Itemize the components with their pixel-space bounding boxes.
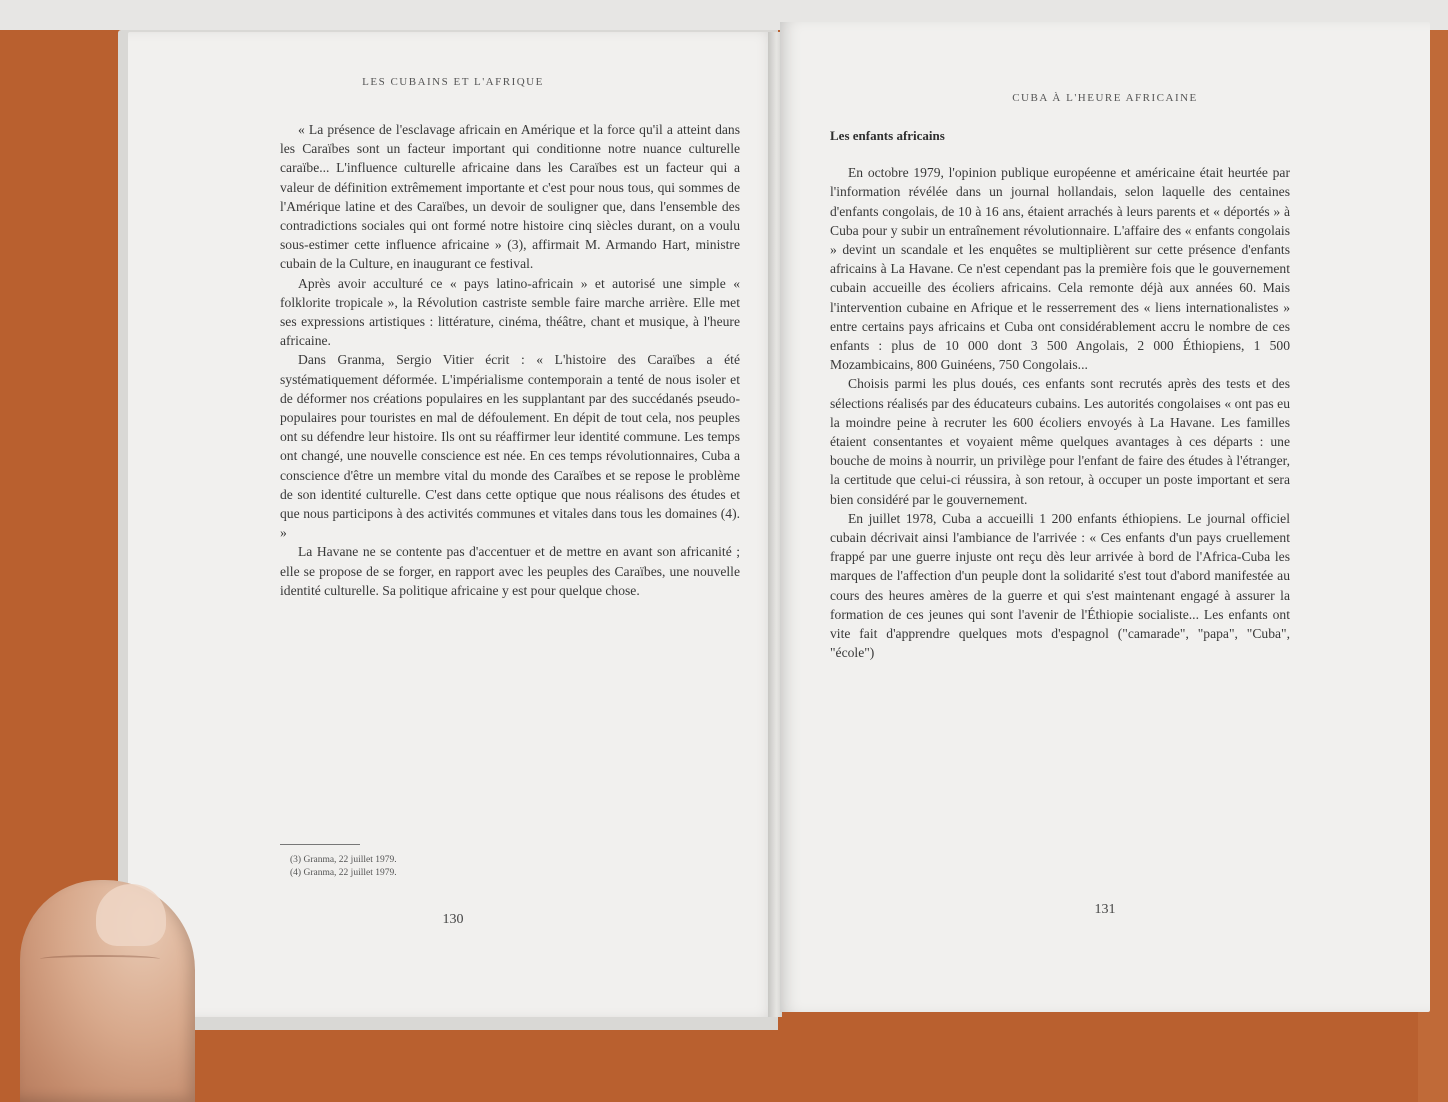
right-running-head: CUBA À L'HEURE AFRICAINE bbox=[1012, 92, 1198, 104]
thumbnail-nail bbox=[96, 884, 166, 946]
right-body-text bbox=[830, 126, 1290, 662]
right-paragraph-2: Choisis parmi les plus doués, ces enfants sont recrutés après des tests et des sélections réalisés par des éducateurs cubains. Les autorités congolaises « ont pas eu la moindre peine à recruter les 600 écoliers envoyés à La Havane. Les familles étaient consentantes et voyaient même quelques avantages à ces départs : une bouche de moins à nourrir, un privilège pour l'enfant de faire des études à l'étranger, la certitude que celui-ci réussira, à son retour, à occuper un poste important et sera bien considéré par le gouvernement. bbox=[830, 376, 1290, 507]
left-paragraph-2: Après avoir acculturé ce « pays latino-africain » et autorisé une simple « folklorite tropicale », la Révolution castriste semble faire marche arrière. Elle met ses expressions artistiques : littérature, cinéma, théâtre, chant et musique, à l'heure africaine. bbox=[280, 275, 740, 349]
footnote-4: (4) Granma, 22 juillet 1979. bbox=[290, 868, 397, 878]
section-title: Les enfants africains bbox=[830, 128, 945, 143]
right-page bbox=[780, 22, 1430, 1012]
footnotes bbox=[290, 854, 397, 880]
footnote-rule bbox=[280, 844, 360, 845]
right-paragraph-1: En octobre 1979, l'opinion publique européenne et américaine était heurtée par l'information révélée dans un journal hollandais, selon laquelle des centaines d'enfants congolais, de 10 à 16 ans, étaient arrachés à leurs parents et « déportés » à Cuba pour y subir un entraînement révolutionnaire. L'affaire des « enfants congolais » devint un scandale et les enquêtes se multiplièrent sur cette présence d'enfants africains à La Havane. Ce n'est cependant pas la première fois que le gouvernement cubain accueille des écoliers africains. Cela remonte déjà aux années 60. Mais l'intervention cubaine en Afrique et le resserrement des « liens internationalistes » entre certains pays africains et Cuba ont considérablement accru le nombre de ces enfants : plus de 10 000 dont 3 500 Angolais, 2 000 Éthiopiens, 1 500 Mozambicains, 800 Guinéens, 750 Congolais... bbox=[830, 165, 1290, 373]
left-paragraph-4: La Havane ne se contente pas d'accentuer et de mettre en avant son africanité ; elle se propose de se forger, en rapport avec les peuples des Caraïbes, une nouvelle identité culturelle. Sa politique africaine y est pour quelque chose. bbox=[280, 544, 740, 598]
open-book bbox=[118, 22, 1438, 1032]
footnote-3: (3) Granma, 22 juillet 1979. bbox=[290, 855, 397, 865]
right-page-number: 131 bbox=[1094, 902, 1116, 917]
left-page bbox=[128, 32, 778, 1017]
right-paragraph-3: En juillet 1978, Cuba a accueilli 1 200 enfants éthiopiens. Le journal officiel cubain décrivait ainsi l'ambiance de l'arrivée : « Ces enfants d'un pays cruellement frappé par une guerre injuste ont reçu dès leur arrivée à bord de l'Africa-Cuba les marques de l'affection d'un peuple dont la solidarité s'est tout d'abord manifestée au cours des heures amères de la guerre et qui s'est maintenant engagé à assurer la formation de ces jeunes qui sont l'avenir de l'Éthiopie socialiste... Les enfants ont vite fait d'apprendre quelques mots d'espagnol ("camarade", "papa", "Cuba", "école") bbox=[830, 510, 1290, 661]
left-paragraph-3: Dans Granma, Sergio Vitier écrit : « L'histoire des Caraïbes a été systématiquement déformée. L'impérialisme contemporain a tenté de nous isoler et de déformer nos créations populaires en les supplantant par des succédanés pseudo-populaires pour touristes en mal de défoulement. En dépit de tout cela, nos peuples ont su défendre leur histoire. Ils ont su réaffirmer leur identité commune. Les temps ont changé, une nouvelle conscience est née. En ces temps révolutionnaires, Cuba a conscience d'être un membre vital du monde des Caraïbes et se repose le problème de son identité culturelle. C'est dans cette optique que nous réalisons des études et que nous participons à des activités communes et vitales dans tous les domaines (4). » bbox=[280, 352, 740, 541]
left-running-head: LES CUBAINS ET L'AFRIQUE bbox=[362, 76, 544, 88]
thumb-knuckle-crease bbox=[40, 955, 160, 963]
left-body-text bbox=[280, 120, 740, 600]
left-page-number: 130 bbox=[442, 912, 464, 927]
left-paragraph-1: « La présence de l'esclavage africain en Amérique et la force qu'il a atteint dans les Caraïbes sont un facteur important qui conditionne notre nuance culturelle caraïbe... L'influence culturelle africaine dans les Caraïbes est un facteur qui a valeur de définition extrêmement importante et c'est pour nous tous, qui sommes de l'Amérique latine et des Caraïbes, un devoir de souligner que, dans l'ensemble des contradictions sociales qui ont formé notre histoire cinq siècles durant, on a voulu sous-estimer cette influence africaine » (3), affirmait M. Armando Hart, ministre cubain de la Culture, en inaugurant ce festival. bbox=[280, 122, 740, 272]
